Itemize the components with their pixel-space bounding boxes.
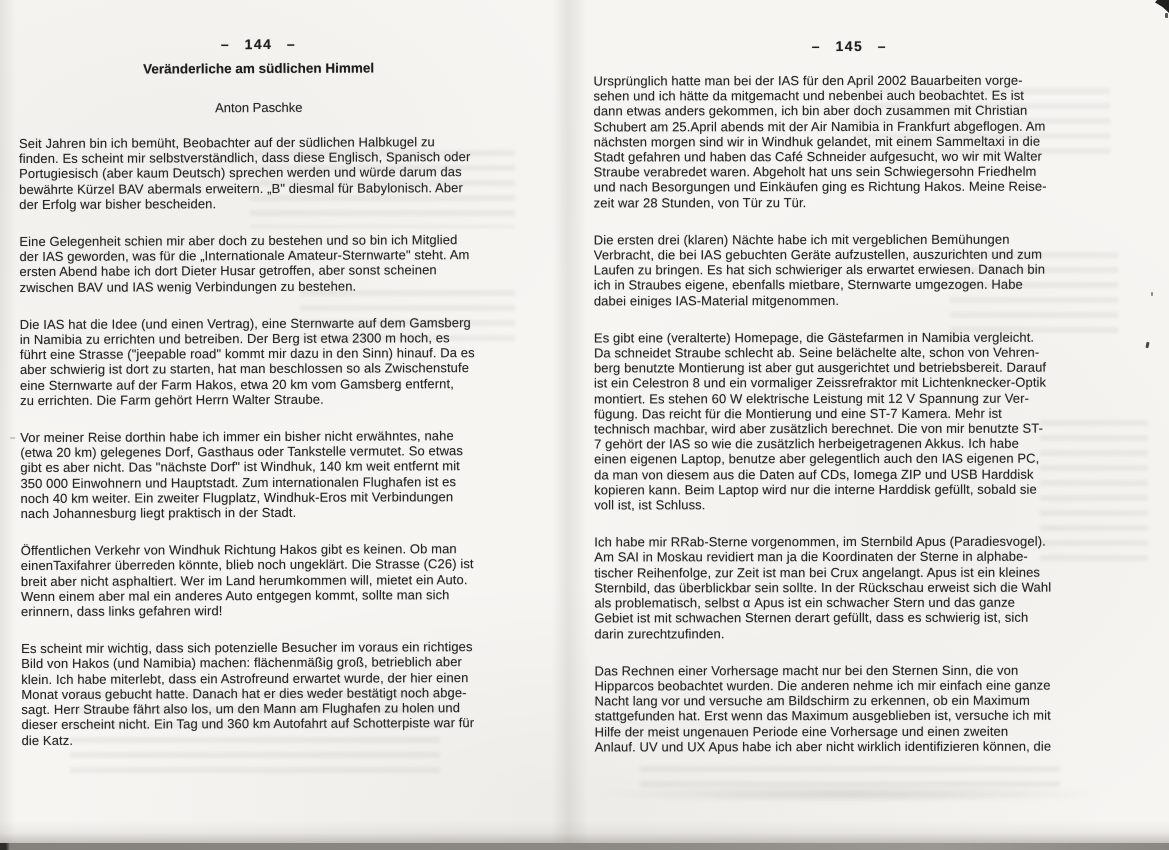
paragraph: Die ersten drei (klaren) Nächte habe ich mit vergeblichen Bemühungen Verbracht, die bei IAS gebuchten Geräte aufzustellen, auszurichten und zum Laufen zu bringen. Es hat sich schwieriger als erwartet erwiesen. Danach bin ich in Straubes eigene, ebenfalls mietbare, Sternwarte umgezogen. Habe dabei einiges IAS-Material mitgenommen. xyxy=(593,231,1046,309)
corner-scan-mark xyxy=(1155,0,1169,13)
paragraph: Ursprünglich hatte man bei der IAS für den April 2002 Bauarbeiten vorge- sehen und ich hätte da mitgemacht und nebenbei auch beobachtet. Es ist dann etwas anders gekommen, ich bin aber doch zusammen mit Christian Schubert am 25.April abends mit der Air Namibia in Frankfurt abgeflogen. Am nächsten morgen sind wir in Windhuk gelandet, mit einem Sammeltaxi in die Stadt gefahren und haben das Café Schneider aufgesucht, wo wir mit Walter Straube verabredet waren. Abgeholt hat uns sein Schwiegersohn Friedhelm und nach Besorgungen und Einkäufen ging es Richtung Hakos. Meine Reise- zeit war 28 Stunden, von Tür zu Tür. xyxy=(593,72,1047,211)
paragraph: Eine Gelegenheit schien mir aber doch zu bestehen und so bin ich Mitglied der IAS geworden, was für die „Internationale Amateur-Sternwarte" steht. Am ersten Abend habe ich dort Dieter Husar getroffen, aber sonst scheinen zwischen BAV und IAS wenig Verbindungen zu bestehen. xyxy=(19,232,470,295)
page-145 xyxy=(593,0,1106,776)
paragraph: Die IAS hat die Idee (und einen Vertrag), eine Sternwarte auf dem Gamsberg in Namibia zu errichten und betreiben. Der Berg ist etwa 2300 m hoch, es führt eine Strasse ("jeepable road" kommt mir dazu in den Sinn) hinauf. Da es aber schwierig ist dort zu starten, hat man beschlossen so als Zwischenstufe eine Sternwarte auf der Farm Hakos, etwa 20 km vom Gamsberg entfernt, zu errichten. Die Farm gehört Herrn Walter Straube. xyxy=(19,314,475,408)
paragraph: Es scheint mir wichtig, dass sich potenzielle Besucher im voraus ein richtiges Bild von Hakos (und Namibia) machen: flächenmäßig groß, betrieblich aber klein. Ich habe miterlebt, dass ein Astrofreund erwartet wurde, der hier einen Monat voraus gebucht hatte. Danach hat er dies weder bestätigt noch abge- sagt. Herr Straube fährt also los, um den Mann am Flughafen zu holen und dieser erscheint nicht. Ein Tag und 360 km Autofahrt auf Schotterpiste war für die Katz. xyxy=(21,639,475,748)
paragraph: Öffentlichen Verkehr von Windhuk Richtung Hakos gibt es keinen. Ob man einenTaxifahrer überreden könnte, blieb noch ungeklärt. Die Strasse (C26) ist breit aber nicht asphaltiert. Wer im Land herumkommen will, mietet ein Auto. Wenn einem aber mal ein anderes Auto entgegen kommt, sollte man sich erinnern, dass links gefahren wird! xyxy=(20,541,474,620)
page-curl-shadow xyxy=(588,786,1110,802)
paragraph: Ich habe mir RRab-Sterne vorgenommen, im Sternbild Apus (Paradiesvogel). Am SAI in Moskau revidiert man ja die Koordinaten der Sterne in alphabe- tischer Reihenfolge, zur Zeit ist man bei Crux angelangt. Apus ist ein kleines Sternbild, das überblickbar sein sollte. In der Rückschau erweist sich die Wahl als problematisch, selbst α Apus ist ein schwacher Stern und das ganze Gebiet ist mit schwachen Sternen derart gefüllt, dass es schwierig ist, sich darin zurechtzufinden. xyxy=(594,533,1052,641)
article-title: Veränderliche am südlichen Himmel xyxy=(143,60,375,77)
scanner-edge-strip xyxy=(0,843,1169,850)
corner-scan-mark xyxy=(1165,13,1168,18)
page-number-right: – 145 – xyxy=(811,37,888,55)
page-number-left: – 144 – xyxy=(220,35,297,53)
page-144 xyxy=(18,0,501,770)
dust-speck xyxy=(1151,292,1153,296)
paragraph: Vor meiner Reise dorthin habe ich immer ein bisher nicht erwähntes, nahe (etwa 20 km) gelegenes Dorf, Gasthaus oder Tankstelle vermutet. So etwas gibt es aber nicht. Das "nächste Dorf" ist Windhuk, 140 km weit entfernt mit 350 000 Einwohnern und Hauptstadt. Zum internationalen Flughafen ist es noch 40 km weiter. Ein zweiter Flugplatz, Windhuk-Eros mit Verbindungen nach Johannesburg liegt praktisch in der Stadt. xyxy=(20,428,464,522)
dust-speck xyxy=(1145,342,1149,348)
paragraph: Das Rechnen einer Vorhersage macht nur bei den Sternen Sinn, die von Hipparcos beobachtet wurden. Die anderen nehme ich mir einfach eine ganze Nacht lang vor und versuche am Bildschirm zu erkennen, ob ein Maximum stattgefunden hat. Erst wenn das Maximum ausgeblieben ist, versuche ich mit Hilfe der meist ungenauen Periode eine Vorhersage und einen zweiten Anlauf. UV und UX Apus habe ich aber nicht wirklich identifizieren können, die xyxy=(594,662,1052,755)
paragraph: Seit Jahren bin ich bemüht, Beobachter auf der südlichen Halbkugel zu finden. Es scheint mir selbstverständlich, dass diese Englisch, Spanisch oder Portugiesisch (aber kaum Deutsch) sprechen werden und würde darum das bewährte Kürzel BAV abermals erweitern. „B" diesmal für Babylonisch. Aber der Erfolg war bisher bescheiden. xyxy=(18,134,471,212)
paragraph: Es gibt eine (veralterte) Homepage, die Gästefarmen in Namibia vergleicht. Da schneidet Straube schlecht ab. Seine belächelte alte, schon von Vehren- berg benutzte Montierung ist aber gut ausgerichtet und betriebsbereit. Darauf ist ein Celestron 8 und ein vormaliger Zeissrefraktor mit Lichtenknecker-Optik montiert. Es stehen 60 W elektrische Leistung mit 12 V Spannung zur Ver- fügung. Das reicht für die Montierung und eine ST-7 Kamera. Mehr ist technisch machbar, wird aber zusätzlich berechnet. Die von mir benutzte ST- 7 gehört der IAS so wie die zusätzlich herbeigetragenen Akkus. Ich habe einen eigenen Laptop, benutze aber gelegentlich auch den IAS eigenen PC, da man von diesem aus die Daten auf CDs, Iomega ZIP und USB Harddisk kopieren kann. Beim Laptop wird nur die interne Harddisk gefüllt, sobald sie voll ist, ist Schluss. xyxy=(593,329,1047,513)
author-name: Anton Paschke xyxy=(215,99,303,116)
dust-speck xyxy=(10,437,15,439)
bottom-scan-shadow xyxy=(0,820,1169,843)
gutter-shadow xyxy=(552,0,588,850)
left-edge-shadow xyxy=(0,0,16,850)
